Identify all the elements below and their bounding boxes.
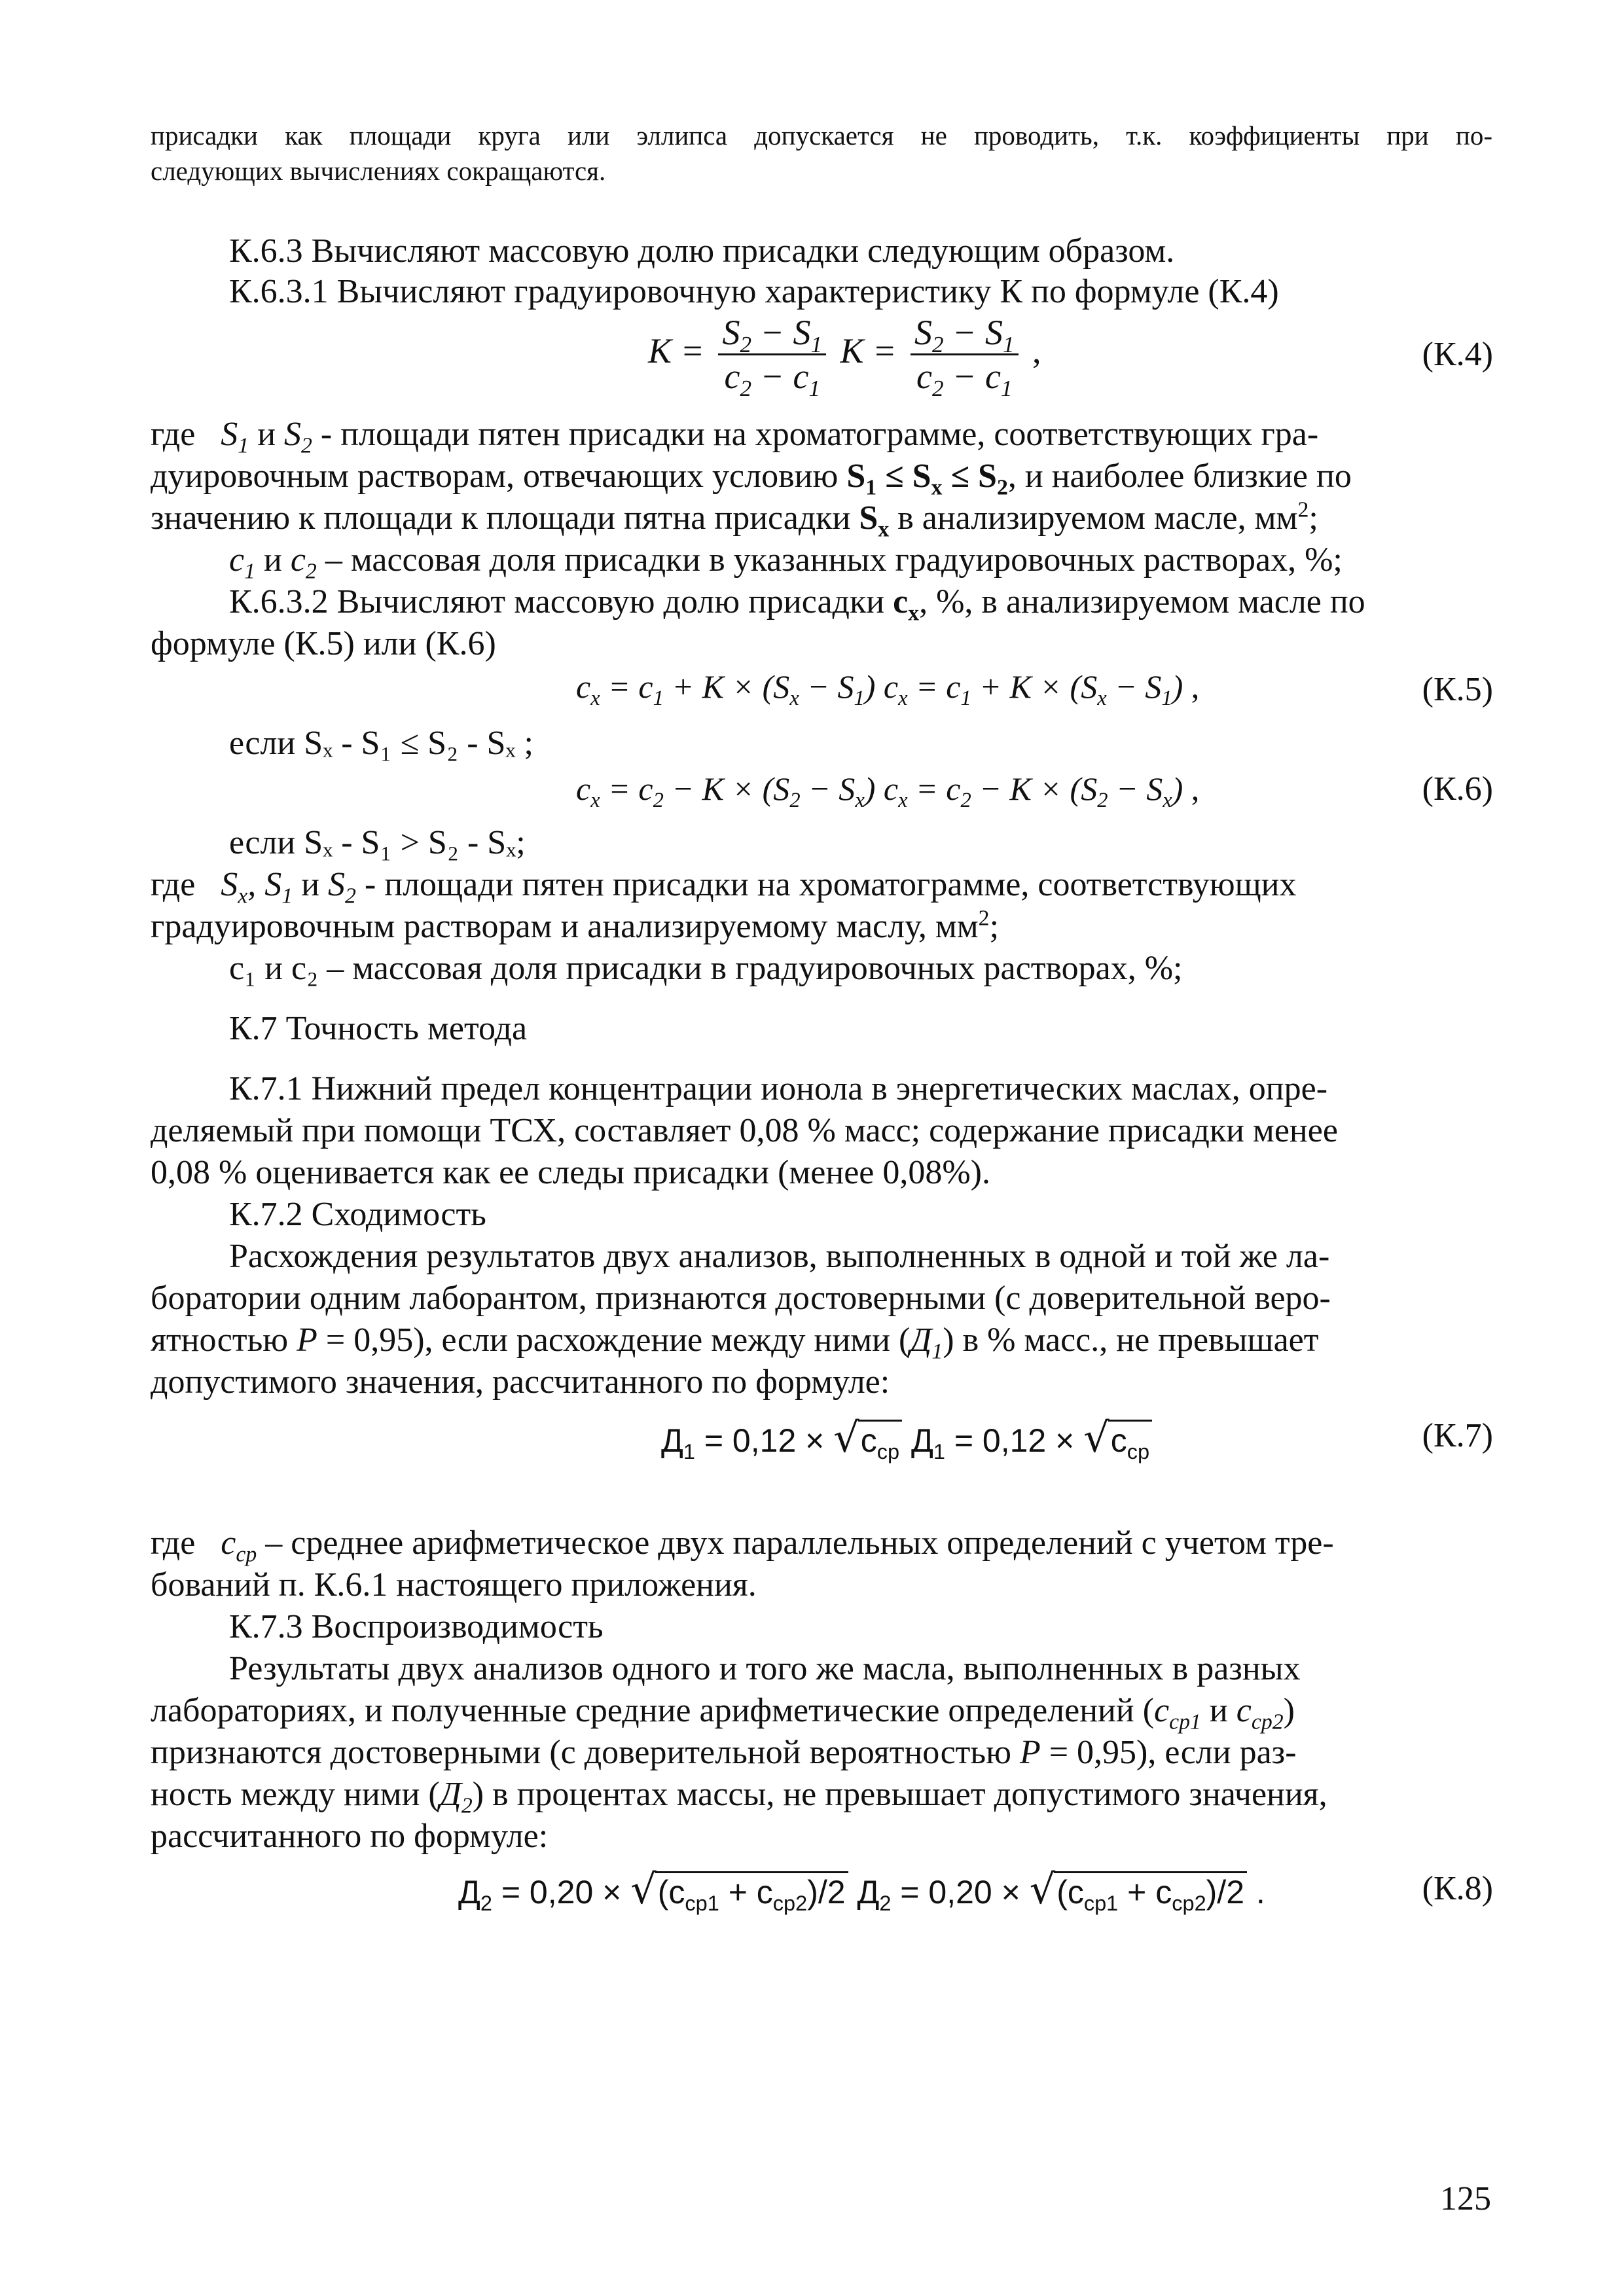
section-k71-line1: К.7.1 Нижний предел концентрации ионола в энергетических маслах, опре- — [229, 1070, 1328, 1107]
condition-k6: если Sₓ - S₁ > S₂ - Sₓ; — [229, 824, 526, 861]
formula-k5: $c_x = c_1 + K \times (S_x - S_1) c_x = c_1 + K \times (S_x - S_1)$ , — [576, 668, 1200, 710]
section-k73-line1: Результаты двух анализов одного и того же масла, выполненных в разных — [229, 1650, 1301, 1687]
equation-number-k5: (К.5) — [1422, 671, 1493, 708]
where-s1-s2-line3: значению к площади к площади пятна присадки $S_x$ в анализируемом масле, $мм^2$; — [151, 497, 1318, 542]
formula-k7: $Д_1 = 0,12 \times √c_{ср}$ $Д_1 = 0,12 \times √c_{ср}$ — [661, 1414, 1152, 1462]
section-k72-line3: ятностью P = 0,95), если расхождение между ними $(Д_1)$ в % масс., не превышает — [151, 1321, 1319, 1364]
where-sx-line1: где $S_x$, $S_1$ и $S_2$ - площади пятен присадки на хроматограмме, соответствующих — [151, 866, 1297, 908]
where-ccp-line1: где $c_{ср}$ – среднее арифметическое двух параллельных определений с учетом тре- — [151, 1524, 1334, 1567]
section-k63-title: К.6.3 Вычисляют массовую долю присадки следующим образом. — [229, 232, 1175, 270]
section-k73-title: К.7.3 Воспроизводимость — [229, 1608, 604, 1645]
section-k632-line1: К.6.3.2 Вычисляют массовую долю присадки $c_x$, %, в анализируемом масле по — [229, 583, 1365, 626]
formula-k8: $Д_2 = 0,20 \times √(c_{ср1} + c_{ср2})/2$ $Д_2 = 0,20 \times √(c_{ср1} + c_{ср2})/2$ . — [458, 1865, 1265, 1915]
section-k72-title: К.7.2 Сходимость — [229, 1196, 486, 1233]
section-k73-line5: рассчитанного по формуле: — [151, 1818, 549, 1855]
section-k72-line2: боратории одним лаборантом, признаются достоверными (с доверительной веро- — [151, 1280, 1331, 1317]
intro-line-2: следующих вычислениях сокращаются. — [151, 156, 606, 186]
formula-k4: K = $\frac{S_2 - S_1}{c_2 - c_1}$ K = $\frac{S_2 - S_1}{c_2 - c_1}$ , — [648, 313, 1041, 401]
formula-k6: $c_x = c_2 - K \times (S_2 - S_x) c_x = c_2 - K \times (S_2 - S_x)$ , — [576, 770, 1200, 812]
where-s1-s2-line2: дуировочным растворам, отвечающих условию $S_1 \le S_x \le S_2$, и наиболее близкие по — [151, 457, 1352, 500]
equation-number-k4: (К.4) — [1422, 336, 1493, 373]
section-k71-line3: 0,08 % оценивается как ее следы присадки (менее 0,08%). — [151, 1154, 990, 1191]
c1-c2-definition: $c_1$ и $c_2$ – массовая доля присадки в указанных градуировочных растворах, %; — [229, 541, 1343, 584]
section-k72-line4: допустимого значения, рассчитанного по формуле: — [151, 1363, 890, 1401]
section-k73-line3: признаются достоверными (с доверительной вероятностью P = 0,95), если раз- — [151, 1734, 1297, 1771]
section-k72-line1: Расхождения результатов двух анализов, выполненных в одной и той же ла- — [229, 1238, 1330, 1275]
section-k631-text: К.6.3.1 Вычисляют градуировочную характеристику К по формуле (К.4) — [229, 273, 1279, 310]
where-sx-line2: градуировочным растворам и анализируемому маслу, $мм^2$; — [151, 906, 1000, 945]
equation-number-k8: (К.8) — [1422, 1870, 1493, 1907]
intro-line-1: присадки как площади круга или эллипса допускается не проводить, т.к. коэффициенты при по- — [151, 120, 1492, 151]
section-k73-line2: лабораториях, и полученные средние арифметические определений ($c_{ср1}$ и $c_{ср2}$) — [151, 1692, 1295, 1734]
equation-number-k7: (К.7) — [1422, 1417, 1493, 1454]
where-sx-line3: c₁ и c₂ – массовая доля присадки в градуировочных растворах, %; — [229, 950, 1183, 987]
section-k632-line2: формуле (К.5) или (К.6) — [151, 625, 496, 662]
page-number: 125 — [1440, 2180, 1491, 2217]
condition-k5: если Sₓ - S₁ ≤ S₂ - Sₓ ; — [229, 725, 533, 762]
section-k7-title: К.7 Точность метода — [229, 1010, 528, 1047]
equation-number-k6: (К.6) — [1422, 770, 1493, 808]
section-k71-line2: деляемый при помощи ТСХ, составляет 0,08 % масс; содержание присадки менее — [151, 1112, 1338, 1149]
where-ccp-line2: бований п. К.6.1 настоящего приложения. — [151, 1566, 757, 1604]
section-k73-line4: ность между ними $(Д_2)$ в процентах массы, не превышает допустимого значения, — [151, 1776, 1327, 1818]
where-s1-s2-line1: где $S_1$ и $S_2$ - площади пятен присадки на хроматограмме, соответствующих гра- — [151, 416, 1319, 458]
